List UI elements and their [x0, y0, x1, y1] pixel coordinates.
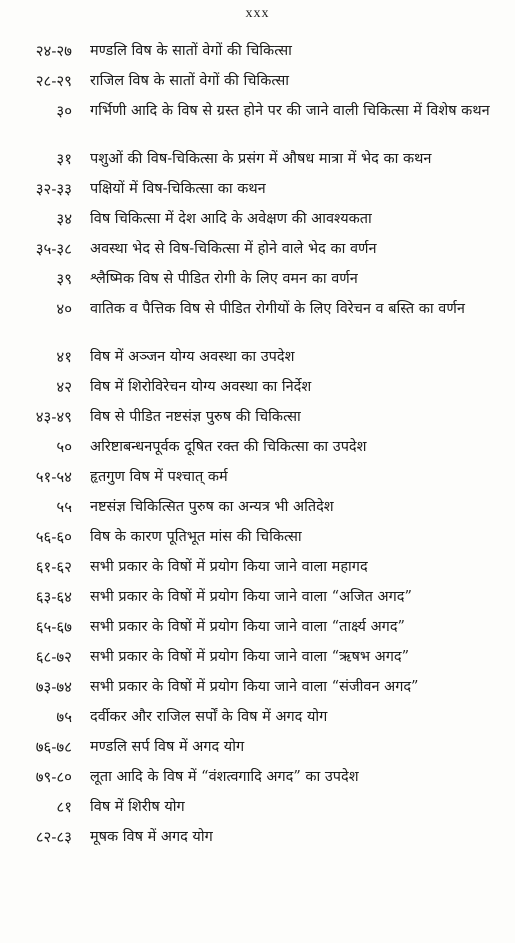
verse-number: ७५ [56, 708, 72, 726]
toc-entry [0, 208, 515, 230]
entry-text: विष में अञ्जन योग्य अवस्था का उपदेश [90, 349, 295, 365]
toc-entry [0, 766, 515, 788]
entry-text: सभी प्रकार के विषों में प्रयोग किया जाने वाला “ऋषभ अगद” [90, 649, 409, 665]
verse-number: ५० [56, 438, 72, 456]
entry-text: पशुओं की विष-चिकित्सा के प्रसंग में औषध मात्रा में भेद का कथन [90, 151, 432, 167]
toc-entry [0, 826, 515, 848]
entry-text: श्लैष्मिक विष से पीडित रोगी के लिए वमन का वर्णन [90, 271, 358, 287]
toc-entry [0, 178, 515, 200]
toc-entry [0, 436, 515, 458]
verse-number: ३० [56, 102, 72, 120]
verse-number: ४२ [56, 378, 72, 396]
toc-entry [0, 406, 515, 428]
toc-entry [0, 796, 515, 818]
verse-number: ७३-७४ [35, 678, 72, 696]
verse-number: ६८-७२ [35, 648, 72, 666]
verse-number: ७९-८० [35, 768, 72, 786]
verse-number: ७६-७८ [35, 738, 72, 756]
entry-text: मण्डलि सर्प विष में अगद योग [90, 739, 245, 755]
entry-text: नष्टसंज्ञ चिकित्सित पुरुष का अन्यत्र भी अतिदेश [90, 499, 334, 515]
entry-text: दर्वीकर और राजिल सर्पों के विष में अगद योग [90, 709, 328, 725]
entry-text: सभी प्रकार के विषों में प्रयोग किया जाने वाला “अजित अगद” [90, 589, 412, 605]
verse-number: ३५-३८ [35, 240, 72, 258]
verse-number: ३९ [56, 270, 72, 288]
toc-entry [0, 646, 515, 668]
page-header: xxx [245, 6, 270, 21]
entry-text: लूता आदि के विष में “वंशत्वगादि अगद” का उपदेश [90, 769, 359, 785]
verse-number: ३२-३३ [35, 180, 72, 198]
toc-entry [0, 70, 515, 92]
entry-text: हृतगुण विष में पश्चात् कर्म [90, 469, 228, 485]
entry-text: विष से पीडित नष्टसंज्ञ पुरुष की चिकित्सा [90, 409, 301, 425]
toc-entry [0, 706, 515, 728]
entry-text: राजिल विष के सातों वेगों की चिकित्सा [90, 73, 290, 89]
toc-entry [0, 736, 515, 758]
toc-entry [0, 298, 515, 320]
toc-entry [0, 676, 515, 698]
verse-number: ४० [56, 300, 72, 318]
verse-number: ५५ [56, 498, 72, 516]
verse-number: ३१ [56, 150, 72, 168]
entry-text: अरिष्टाबन्धनपूर्वक दूषित रक्त की चिकित्सा का उपदेश [90, 439, 367, 455]
entry-text: पक्षियों में विष-चिकित्सा का कथन [90, 181, 266, 197]
entry-text: वातिक व पैत्तिक विष से पीडित रोगीयों के लिए विरेचन व बस्ति का वर्णन [90, 301, 465, 317]
toc-entry [0, 586, 515, 608]
entry-text: सभी प्रकार के विषों में प्रयोग किया जाने वाला “संजीवन अगद” [90, 679, 419, 695]
entry-text: मूषक विष में अगद योग [90, 829, 213, 845]
toc-entry [0, 148, 515, 170]
verse-number: २८-२९ [35, 72, 72, 90]
verse-number: ८२-८३ [35, 828, 72, 846]
entry-text: विष के कारण पूतिभूत मांस की चिकित्सा [90, 529, 302, 545]
toc-entry [0, 238, 515, 260]
entry-text: सभी प्रकार के विषों में प्रयोग किया जाने वाला “तार्क्ष्य अगद” [90, 619, 405, 635]
verse-number: ६१-६२ [35, 558, 72, 576]
verse-number: ३४ [56, 210, 72, 228]
toc-entry [0, 268, 515, 290]
entry-text: विष चिकित्सा में देश आदि के अवेक्षण की आवश्यकता [90, 211, 372, 227]
verse-number: २४-२७ [35, 42, 72, 60]
entry-text: अवस्था भेद से विष-चिकित्सा में होने वाले भेद का वर्णन [90, 241, 377, 257]
verse-number: ५१-५४ [35, 468, 72, 486]
verse-number: ६३-६४ [35, 588, 72, 606]
verse-number: ४३-४९ [35, 408, 72, 426]
verse-number: ६५-६७ [35, 618, 72, 636]
toc-entry [0, 616, 515, 638]
toc-entry [0, 526, 515, 548]
entry-text: विष में शिरीष योग [90, 799, 185, 815]
entry-text: सभी प्रकार के विषों में प्रयोग किया जाने वाला महागद [90, 559, 368, 575]
toc-entry [0, 466, 515, 488]
toc-entry [0, 100, 515, 122]
entry-text: विष में शिरोविरेचन योग्य अवस्था का निर्देश [90, 379, 312, 395]
toc-entry [0, 346, 515, 368]
entry-text: मण्डलि विष के सातों वेगों की चिकित्सा [90, 43, 292, 59]
toc-entry [0, 496, 515, 518]
entry-text: गर्भिणी आदि के विष से ग्रस्त होने पर की जाने वाली चिकित्सा में विशेष कथन [90, 103, 490, 119]
verse-number: ५६-६० [35, 528, 72, 546]
toc-entry [0, 40, 515, 62]
toc-entry [0, 556, 515, 578]
verse-number: ८१ [56, 798, 72, 816]
toc-entry [0, 376, 515, 398]
verse-number: ४१ [56, 348, 72, 366]
